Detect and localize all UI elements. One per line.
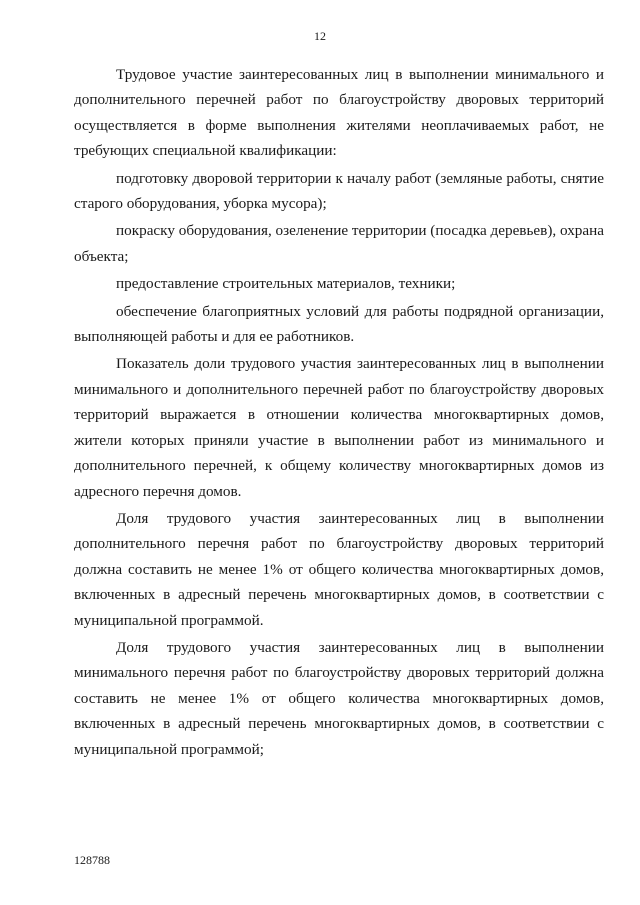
list-item-contractor-conditions: обеспечение благоприятных условий для работы подрядной организации, выполняющей работы и для ее работников. [74, 302, 604, 346]
paragraph-labor-participation-intro: Трудовое участие заинтересованных лиц в выполнении минимального и дополнительного перечней работ по благоустройству дворовых территорий осуществляется в форме выполнения жителями неоплачиваемых работ, не требующих специальной квалификации: [74, 66, 604, 160]
list-item-painting-greening: покраску оборудования, озеленение территории (посадка деревьев), охрана объекта; [74, 222, 604, 265]
paragraph-participation-indicator: Показатель доли трудового участия заинтересованных лиц в выполнении минимального и дополнительного перечней работ по благоустройству дворовых территорий выражается в отношении количества многоквартирных домов, жители которых приняли участие в выполнении работ из минимального и дополнительного перечней, к общему количеству многоквартирных домов из адресного перечня домов. [74, 355, 604, 500]
paragraph-additional-list-share: Доля трудового участия заинтересованных лиц в выполнении дополнительного перечня работ по благоустройству дворовых территорий должна составить не менее 1% от общего количества многоквартирных домов, включенных в адресный перечень многоквартирных домов, в соответствии с муниципальной программой. [74, 509, 604, 629]
page-number: 12 [314, 29, 326, 43]
paragraph-minimal-list-share: Доля трудового участия заинтересованных лиц в выполнении минимального перечня работ по благоустройству дворовых территорий должна составить не менее 1% от общего количества многоквартирных домов, включенных в адресный перечень многоквартирных домов, в соответствии с муниципальной программой; [74, 638, 604, 758]
list-item-site-preparation: подготовку дворовой территории к началу работ (земляные работы, снятие старого оборудования, уборка мусора); [74, 169, 604, 213]
document-code: 128788 [74, 853, 110, 867]
document-body [74, 62, 604, 764]
list-item-materials-equipment: предоставление строительных материалов, техники; [116, 275, 456, 293]
